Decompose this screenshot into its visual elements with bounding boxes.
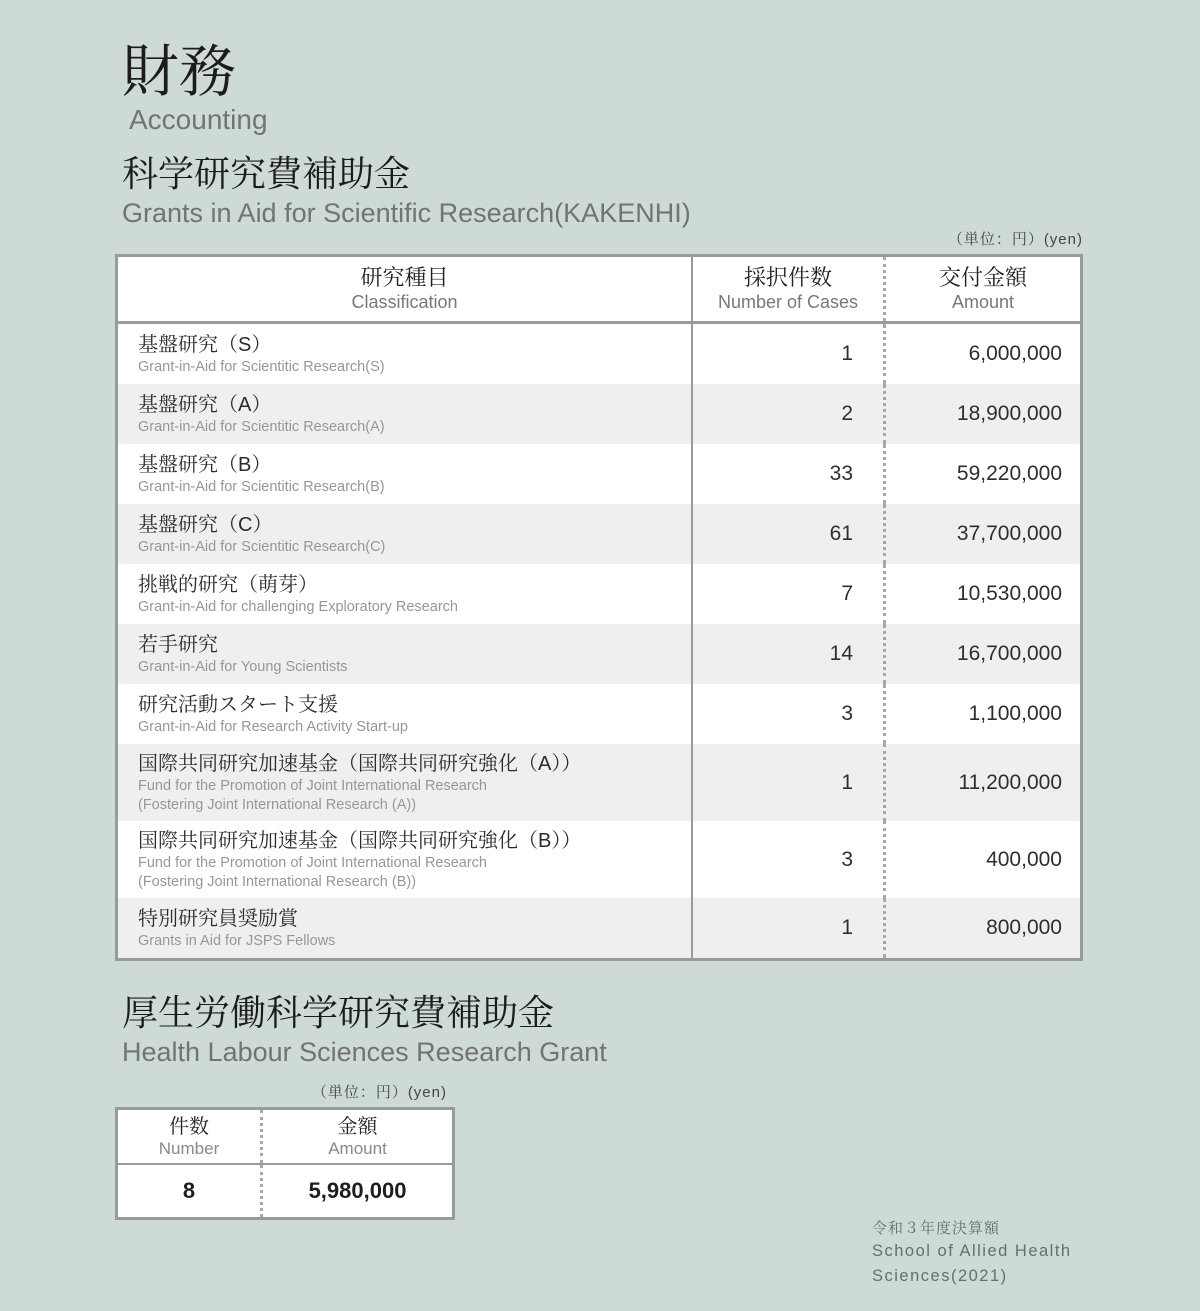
table-row [118, 564, 1080, 624]
row-label-en: Fund for the Promotion of Joint International Research [138, 854, 487, 871]
row-label-en: Fund for the Promotion of Joint International Research [138, 777, 487, 794]
cases-cell: 7 [841, 582, 853, 605]
row-label-jp: 基盤研究（A） [138, 393, 272, 416]
row-label-jp: 国際共同研究加速基金（国際共同研究強化（B）） [138, 829, 582, 852]
classification-cell [118, 564, 693, 624]
hlsrg-subtitle: Health Labour Sciences Research Grant [122, 1037, 607, 1067]
amount-cell: 37,700,000 [883, 504, 1080, 564]
classification-header [118, 257, 693, 321]
number-header-jp: 件数 [169, 1115, 209, 1138]
cases-cell: 61 [829, 522, 853, 545]
row-label-en: Grant-in-Aid for Young Scientists [138, 658, 348, 675]
row-label-en: Grant-in-Aid for Research Activity Start-up [138, 718, 408, 735]
cases-header-jp: 採択件数 [743, 265, 832, 290]
classification-cell [118, 744, 693, 821]
table-row [118, 624, 1080, 684]
page-title: 財務 [122, 40, 236, 104]
table-row [118, 504, 1080, 564]
amount-header-jp: 金額 [337, 1115, 378, 1138]
table-row [118, 384, 1080, 444]
row-label-en: Grant-in-Aid for Scientitic Research(C) [138, 538, 386, 555]
footer-note [872, 1218, 1200, 1289]
classification-cell [118, 821, 693, 898]
cases-cell: 33 [829, 462, 853, 485]
kakenhi-unit-label: （単位：円）(yen) [947, 231, 1083, 248]
amount-cell: 400,000 [883, 821, 1080, 898]
amount-header [260, 1110, 452, 1163]
row-label-jp: 特別研究員奨励賞 [138, 907, 298, 930]
amount-cell: 59,220,000 [883, 444, 1080, 504]
classification-cell [118, 684, 693, 744]
number-header-en: Number [158, 1138, 220, 1158]
kakenhi-title: 科学研究費補助金 [122, 153, 411, 194]
row-label-jp: 若手研究 [138, 633, 218, 656]
kakenhi-table-body [118, 324, 1080, 958]
cases-cell: 3 [841, 847, 853, 871]
footer-note-jp: 令和３年度決算額 [872, 1220, 1001, 1237]
hlsrg-section-header [122, 993, 1200, 1067]
classification-cell [118, 384, 693, 444]
table-row [118, 324, 1080, 384]
table-row [118, 744, 1080, 821]
row-label-en: Grant-in-Aid for challenging Exploratory Research [138, 598, 458, 615]
cases-cell: 14 [829, 642, 853, 665]
table-row [118, 898, 1080, 958]
row-label-jp: 研究活動スタート支援 [138, 693, 338, 716]
amount-cell: 1,100,000 [883, 684, 1080, 744]
cases-cell: 2 [841, 402, 853, 425]
cases-cell: 1 [841, 770, 853, 794]
row-label-en2: (Fostering Joint International Research (A)) [138, 796, 417, 813]
row-label-en: Grant-in-Aid for Scientitic Research(B) [138, 478, 385, 495]
classification-cell [118, 898, 693, 958]
row-label-en: Grants in Aid for JSPS Fellows [138, 932, 336, 949]
classification-header-en: Classification [351, 292, 458, 312]
cases-cell: 1 [841, 342, 853, 365]
classification-cell [118, 504, 693, 564]
hlsrg-data-row [118, 1165, 452, 1217]
amount-cell: 6,000,000 [883, 324, 1080, 384]
classification-cell [118, 624, 693, 684]
amount-cell: 16,700,000 [883, 624, 1080, 684]
row-label-jp: 国際共同研究加速基金（国際共同研究強化（A）） [138, 752, 582, 775]
cases-cell: 1 [841, 916, 853, 939]
hlsrg-table [115, 1107, 455, 1220]
number-header [118, 1110, 260, 1163]
classification-header-jp: 研究種目 [360, 265, 449, 290]
amount-cell: 800,000 [883, 898, 1080, 958]
row-label-en: Grant-in-Aid for Scientitic Research(S) [138, 358, 385, 375]
row-label-en2: (Fostering Joint International Research (B)) [138, 873, 417, 890]
amount-cell: 10,530,000 [883, 564, 1080, 624]
amount-cell: 18,900,000 [883, 384, 1080, 444]
row-label-jp: 基盤研究（B） [138, 453, 272, 476]
kakenhi-table-wrapper [115, 231, 1083, 961]
hlsrg-title: 厚生労働科学研究費補助金 [122, 992, 555, 1033]
cases-header-en: Number of Cases [717, 292, 859, 312]
amount-header [883, 257, 1080, 321]
kakenhi-table-header [118, 257, 1080, 324]
kakenhi-section-header [122, 154, 1200, 228]
kakenhi-table [115, 254, 1083, 961]
classification-cell [118, 324, 693, 384]
row-label-jp: 基盤研究（C） [138, 513, 273, 536]
amount-cell: 11,200,000 [883, 744, 1080, 821]
kakenhi-subtitle: Grants in Aid for Scientific Research(KAKENHI) [122, 198, 691, 228]
row-label-jp: 挑戦的研究（萌芽） [138, 573, 318, 596]
amount-value: 5,980,000 [260, 1165, 452, 1217]
amount-header-en: Amount [951, 292, 1015, 312]
cases-header [693, 257, 883, 321]
row-label-en: Grant-in-Aid for Scientitic Research(A) [138, 418, 385, 435]
number-value: 8 [182, 1178, 196, 1203]
page-subtitle: Accounting [129, 104, 268, 135]
table-row [118, 821, 1080, 898]
classification-cell [118, 444, 693, 504]
hlsrg-unit-label: （単位：円）(yen) [311, 1084, 447, 1101]
amount-header-jp: 交付金額 [938, 265, 1027, 290]
cases-cell: 3 [841, 702, 853, 725]
footer-note-en: School of Allied Health Sciences(2021) [872, 1242, 1072, 1285]
amount-header-en: Amount [328, 1138, 387, 1158]
hlsrg-table-header [118, 1110, 452, 1165]
page-header [122, 42, 1200, 136]
hlsrg-table-wrapper [115, 1084, 455, 1220]
row-label-jp: 基盤研究（S） [138, 333, 272, 356]
table-row [118, 684, 1080, 744]
table-row [118, 444, 1080, 504]
